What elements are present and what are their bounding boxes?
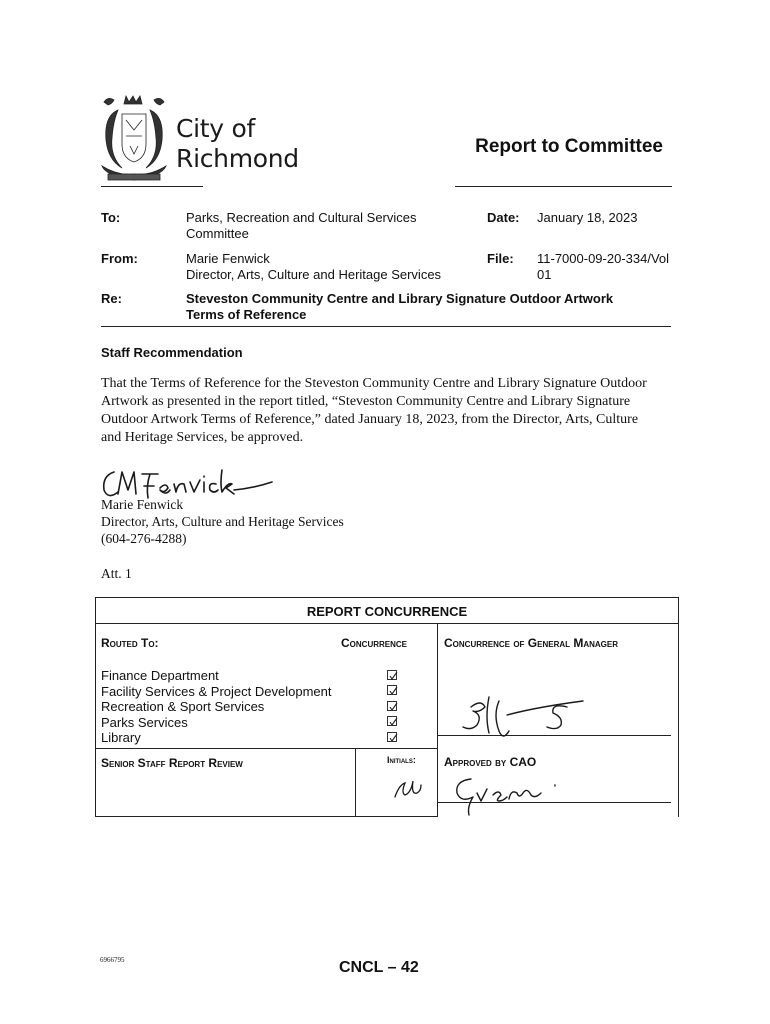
checked-box-icon xyxy=(387,701,397,711)
table-col-divider xyxy=(437,623,438,817)
re-value: Steveston Community Centre and Library Signature Outdoor Artwork Terms of Reference xyxy=(186,291,614,322)
from-label: From: xyxy=(101,251,138,266)
header-rule-right xyxy=(455,186,672,187)
from-name: Marie Fenwick xyxy=(186,251,270,266)
approved-by-cao-label: Approved by CAO xyxy=(444,755,537,769)
re-label: Re: xyxy=(101,291,122,306)
routed-to-header: Routed To: xyxy=(101,636,159,650)
checked-box-icon xyxy=(387,670,397,680)
senior-review-label: Senior Staff Report Review xyxy=(101,756,243,770)
table-border-right xyxy=(678,597,679,817)
document-id: 6966795 xyxy=(100,956,125,964)
department-item: Parks Services xyxy=(101,714,188,730)
table-row-divider xyxy=(95,748,437,749)
staff-recommendation-heading: Staff Recommendation xyxy=(101,345,243,360)
table-senior-col-divider xyxy=(355,748,356,817)
file-value: 11-7000-09-20-334/Vol 01 xyxy=(537,251,670,282)
department-item: Recreation & Sport Services xyxy=(101,699,265,714)
report-concurrence-table xyxy=(95,597,679,817)
concurrence-title: REPORT CONCURRENCE xyxy=(306,604,468,619)
report-title: Report to Committee xyxy=(475,136,663,157)
signatory-title: Director, Arts, Culture and Heritage Services xyxy=(101,514,344,529)
table-border-top xyxy=(95,597,679,598)
header-rule-left xyxy=(101,186,203,187)
city-name-line2: Richmond xyxy=(176,144,299,173)
page-label: CNCL – 42 xyxy=(339,959,419,976)
city-crest-icon xyxy=(96,92,172,188)
table-title-rule xyxy=(95,623,679,624)
checked-box-icon xyxy=(387,685,397,695)
department-list xyxy=(101,668,331,746)
to-value: Parks, Recreation and Cultural Services Committee xyxy=(186,210,417,241)
from-title: Director, Arts, Culture and Heritage Services xyxy=(186,267,442,282)
concurrence-header: Concurrence xyxy=(341,636,408,650)
city-name-line1: City of xyxy=(176,114,255,143)
date-value: January 18, 2023 xyxy=(537,210,638,225)
signatory-phone: (604-276-4288) xyxy=(101,531,187,546)
file-label: File: xyxy=(487,251,514,266)
checked-box-icon xyxy=(387,716,397,726)
gm-signature-icon xyxy=(455,689,595,745)
attachments-note: Att. 1 xyxy=(101,566,132,581)
department-item: Library xyxy=(101,730,141,745)
department-item: Facility Services & Project Development xyxy=(101,683,332,699)
initials-signature-icon xyxy=(391,777,425,801)
signatory-name: Marie Fenwick xyxy=(101,497,184,512)
signatory-block xyxy=(101,496,344,547)
department-item: Finance Department xyxy=(101,668,219,683)
checked-box-icon xyxy=(387,732,397,742)
to-label: To: xyxy=(101,210,121,225)
recommendation-text: That the Terms of Reference for the Steveston Community Centre and Library Signature Outdoor Artwork as presented in the report titled, “Steveston Community Centre and Library Signature Outdoor Artwork Terms of Reference,” dated January 18, 2023, from the Director, Arts, Culture and Heritage Services, be approved. xyxy=(101,376,647,445)
table-border-left xyxy=(95,597,96,817)
table-border-bottom xyxy=(95,816,437,817)
date-label: Date: xyxy=(487,210,520,225)
city-name xyxy=(176,114,299,174)
initials-label: Initials: xyxy=(387,755,416,765)
gm-concurrence-header: Concurrence of General Manager xyxy=(444,636,619,650)
fields-rule xyxy=(101,326,671,327)
cao-signature-icon xyxy=(449,771,579,817)
